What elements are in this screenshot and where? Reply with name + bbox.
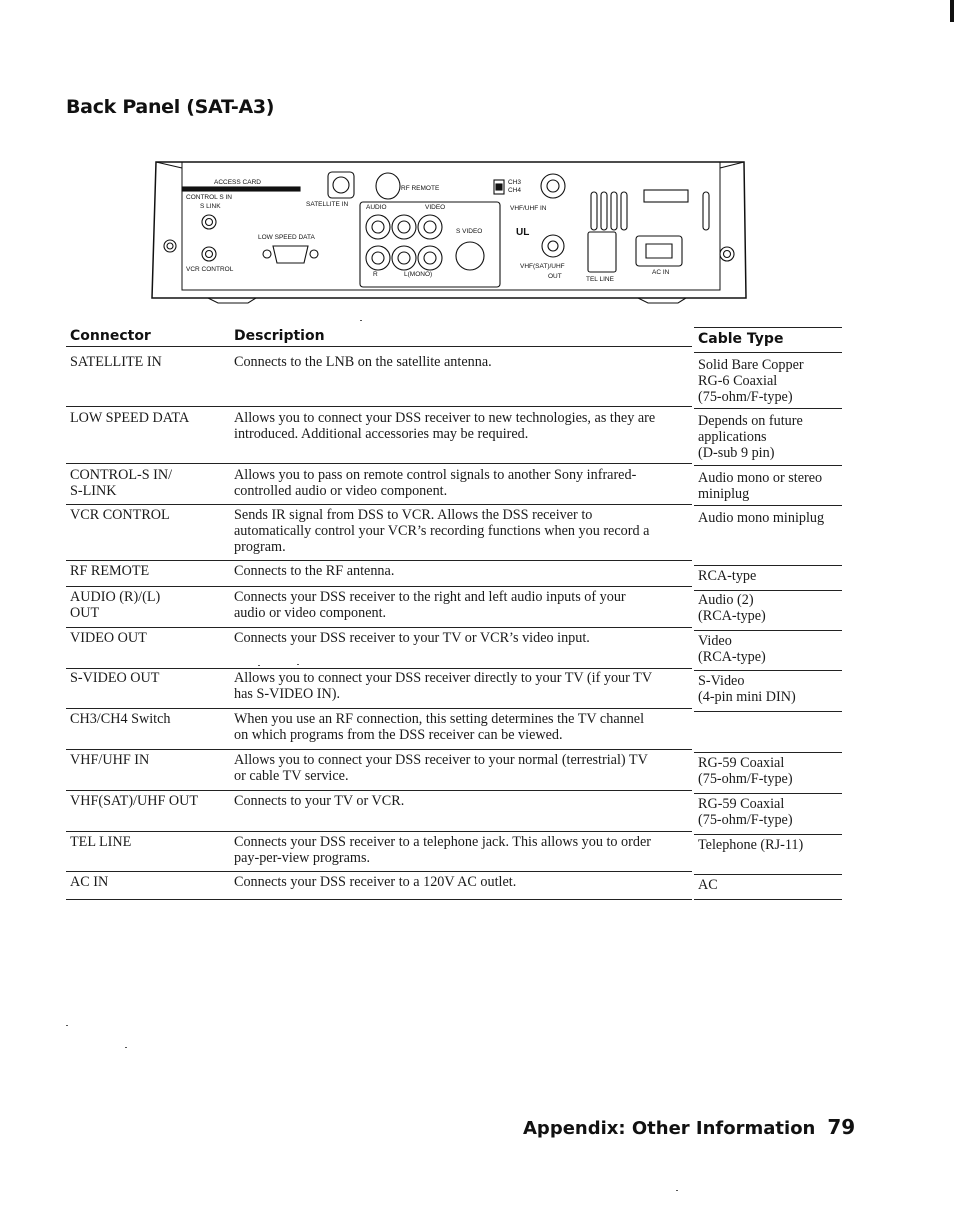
panel-label-low-speed-data: LOW SPEED DATA — [258, 234, 315, 241]
cell-line: Audio mono or stereo — [698, 470, 823, 486]
row-rule — [694, 834, 842, 835]
cell-line: introduced. Additional accessories may be required. — [234, 426, 529, 442]
ul-logo: UL — [516, 227, 530, 238]
cable-type-cell — [698, 510, 848, 526]
description-cell — [234, 467, 692, 499]
panel-label-vcr-control: VCR CONTROL — [186, 266, 234, 273]
row-rule — [66, 899, 692, 900]
cell-line: automatically control your VCR’s recording functions when you record a — [234, 523, 650, 539]
panel-label-tel-line: TEL LINE — [586, 276, 614, 283]
cable-type-cell — [698, 568, 848, 584]
cell-line: CONTROL-S IN/ — [70, 467, 173, 483]
row-rule — [66, 560, 692, 561]
description-cell — [234, 793, 692, 809]
cell-line: (4-pin mini DIN) — [698, 689, 796, 705]
cable-type-cell — [698, 470, 848, 502]
cell-line: applications — [698, 429, 767, 445]
cell-line: Solid Bare Copper — [698, 357, 804, 373]
cell-line: VHF(SAT)/UHF OUT — [70, 793, 199, 809]
connector-cell — [70, 589, 220, 621]
connector-cell — [70, 874, 220, 890]
cell-line: on which programs from the DSS receiver can be viewed. — [234, 727, 563, 743]
print-speck — [66, 1025, 68, 1026]
print-speck — [297, 664, 299, 665]
cell-line: VIDEO OUT — [70, 630, 147, 646]
panel-label-audio: AUDIO — [366, 204, 387, 211]
row-rule — [694, 793, 842, 794]
connector-cell — [70, 793, 220, 809]
description-cell — [234, 563, 692, 579]
connector-cell — [70, 410, 220, 426]
row-rule — [694, 752, 842, 753]
cell-line: or cable TV service. — [234, 768, 349, 784]
cell-line: Connects your DSS receiver to a 120V AC outlet. — [234, 874, 517, 890]
panel-label-access-card: ACCESS CARD — [214, 179, 261, 186]
cell-line: AC IN — [70, 874, 109, 890]
header-rule — [66, 346, 692, 347]
connector-cell — [70, 563, 220, 579]
cell-line: Connects your DSS receiver to your TV or VCR’s video input. — [234, 630, 590, 646]
panel-label-out: OUT — [548, 273, 562, 280]
description-cell — [234, 589, 692, 621]
panel-label-s-video: S VIDEO — [456, 228, 483, 235]
cell-line: RG-59 Coaxial — [698, 755, 785, 771]
panel-label-rf-remote: RF REMOTE — [401, 185, 440, 192]
cell-line: SATELLITE IN — [70, 354, 162, 370]
cell-line: Allows you to pass on remote control signals to another Sony infrared- — [234, 467, 637, 483]
cable-header-top-rule — [694, 327, 842, 328]
connector-cell — [70, 670, 220, 686]
cell-line: LOW SPEED DATA — [70, 410, 190, 426]
description-cell — [234, 630, 692, 646]
row-rule — [694, 565, 842, 566]
cell-line: (75-ohm/F-type) — [698, 812, 793, 828]
panel-label-ac-in: AC IN — [652, 269, 670, 276]
description-cell — [234, 874, 692, 890]
cell-line: Sends IR signal from DSS to VCR. Allows the DSS receiver to — [234, 507, 593, 523]
row-rule — [694, 630, 842, 631]
row-rule — [66, 586, 692, 587]
column-header-cable-type: Cable Type — [698, 331, 784, 347]
connector-cell — [70, 711, 220, 727]
cable-type-cell — [698, 877, 848, 893]
cell-line: S-LINK — [70, 483, 117, 499]
cell-line: VCR CONTROL — [70, 507, 170, 523]
description-cell — [234, 711, 692, 743]
cell-line: Allows you to connect your DSS receiver to your normal (terrestrial) TV — [234, 752, 648, 768]
cell-line: (75-ohm/F-type) — [698, 771, 793, 787]
row-rule — [66, 790, 692, 791]
cell-line: RF REMOTE — [70, 563, 150, 579]
panel-label-s-link: S LINK — [200, 203, 221, 210]
connector-cell — [70, 630, 220, 646]
row-rule — [66, 749, 692, 750]
row-rule — [66, 668, 692, 669]
cable-type-cell — [698, 673, 848, 705]
panel-label-satellite-in: SATELLITE IN — [306, 201, 349, 208]
cable-type-cell — [698, 413, 848, 461]
row-rule — [66, 871, 692, 872]
row-rule — [694, 874, 842, 875]
row-rule — [66, 708, 692, 709]
description-cell — [234, 507, 692, 555]
cell-line: TEL LINE — [70, 834, 132, 850]
cell-line: Connects to the RF antenna. — [234, 563, 395, 579]
description-cell — [234, 410, 692, 442]
cable-type-cell — [698, 837, 848, 853]
cell-line: When you use an RF connection, this setting determines the TV channel — [234, 711, 645, 727]
cell-line: (75-ohm/F-type) — [698, 389, 793, 405]
row-rule — [66, 463, 692, 464]
cell-line: RG-59 Coaxial — [698, 796, 785, 812]
description-cell — [234, 670, 692, 702]
cable-type-cell — [698, 796, 848, 828]
row-rule — [694, 465, 842, 466]
row-rule — [66, 831, 692, 832]
print-speck — [360, 320, 362, 321]
cell-line: Telephone (RJ-11) — [698, 837, 804, 853]
cell-line: Connects to your TV or VCR. — [234, 793, 405, 809]
footer-title: Appendix: Other Information — [523, 1118, 816, 1139]
cell-line: Audio (2) — [698, 592, 754, 608]
column-header-connector: Connector — [70, 328, 151, 344]
connector-cell — [70, 507, 220, 523]
panel-label-r: R — [373, 271, 378, 278]
cell-line: Allows you to connect your DSS receiver to new technologies, as they are — [234, 410, 656, 426]
cell-line: Video — [698, 633, 732, 649]
row-rule — [694, 670, 842, 671]
cell-line: program. — [234, 539, 286, 555]
page-footer — [523, 1115, 855, 1139]
cell-line: VHF/UHF IN — [70, 752, 150, 768]
back-panel-diagram — [148, 150, 748, 305]
column-header-description: Description — [234, 328, 325, 344]
cable-type-cell — [698, 357, 848, 405]
panel-label-video: VIDEO — [425, 204, 446, 211]
cell-line: Depends on future — [698, 413, 803, 429]
print-speck — [125, 1047, 127, 1048]
connector-cell — [70, 834, 220, 850]
cell-line: RCA-type — [698, 568, 757, 584]
connector-cell — [70, 467, 220, 499]
page-title: Back Panel (SAT-A3) — [66, 96, 275, 118]
cell-line: AUDIO (R)/(L) — [70, 589, 161, 605]
page-edge-mark — [950, 0, 954, 22]
cell-line: OUT — [70, 605, 100, 621]
cell-line: Connects your DSS receiver to a telephone jack. This allows you to order — [234, 834, 651, 850]
cell-line: CH3/CH4 Switch — [70, 711, 171, 727]
page-number: 79 — [827, 1115, 856, 1139]
cell-line: (RCA-type) — [698, 608, 766, 624]
cell-line: pay-per-view programs. — [234, 850, 371, 866]
connector-cell — [70, 354, 220, 370]
description-cell — [234, 752, 692, 784]
panel-label-ch3: CH3 — [508, 179, 522, 186]
panel-label-vhf-sat-uhf: VHF(SAT)/UHF — [520, 263, 565, 270]
cell-line: (D-sub 9 pin) — [698, 445, 775, 461]
print-speck — [676, 1190, 678, 1191]
cable-type-cell — [698, 592, 848, 624]
panel-label-l-mono: L(MONO) — [404, 271, 433, 278]
cell-line: Connects your DSS receiver to the right and left audio inputs of your — [234, 589, 626, 605]
row-rule — [694, 899, 842, 900]
row-rule — [66, 406, 692, 407]
cable-type-cell — [698, 755, 848, 787]
print-speck — [258, 665, 260, 666]
cell-line: audio or video component. — [234, 605, 387, 621]
row-rule — [694, 590, 842, 591]
panel-label-vhf-uhf-in: VHF/UHF IN — [510, 205, 547, 212]
panel-label-ch4: CH4 — [508, 187, 522, 194]
row-rule — [694, 505, 842, 506]
cell-line: S-Video — [698, 673, 745, 689]
row-rule — [66, 504, 692, 505]
cell-line: S-VIDEO OUT — [70, 670, 160, 686]
row-rule — [66, 627, 692, 628]
cell-line: controlled audio or video component. — [234, 483, 448, 499]
cell-line: has S-VIDEO IN). — [234, 686, 340, 702]
cell-line: miniplug — [698, 486, 750, 502]
row-rule — [694, 408, 842, 409]
connector-cell — [70, 752, 220, 768]
cell-line: Allows you to connect your DSS receiver directly to your TV (if your TV — [234, 670, 653, 686]
cell-line: (RCA-type) — [698, 649, 766, 665]
cable-header-rule — [694, 352, 842, 353]
cell-line: Connects to the LNB on the satellite antenna. — [234, 354, 492, 370]
cell-line: RG-6 Coaxial — [698, 373, 778, 389]
description-cell — [234, 354, 692, 370]
cell-line: Audio mono miniplug — [698, 510, 825, 526]
cell-line: AC — [698, 877, 718, 893]
row-rule — [694, 711, 842, 712]
description-cell — [234, 834, 692, 866]
cable-type-cell — [698, 633, 848, 665]
panel-label-control-s-in: CONTROL S IN — [186, 194, 232, 201]
